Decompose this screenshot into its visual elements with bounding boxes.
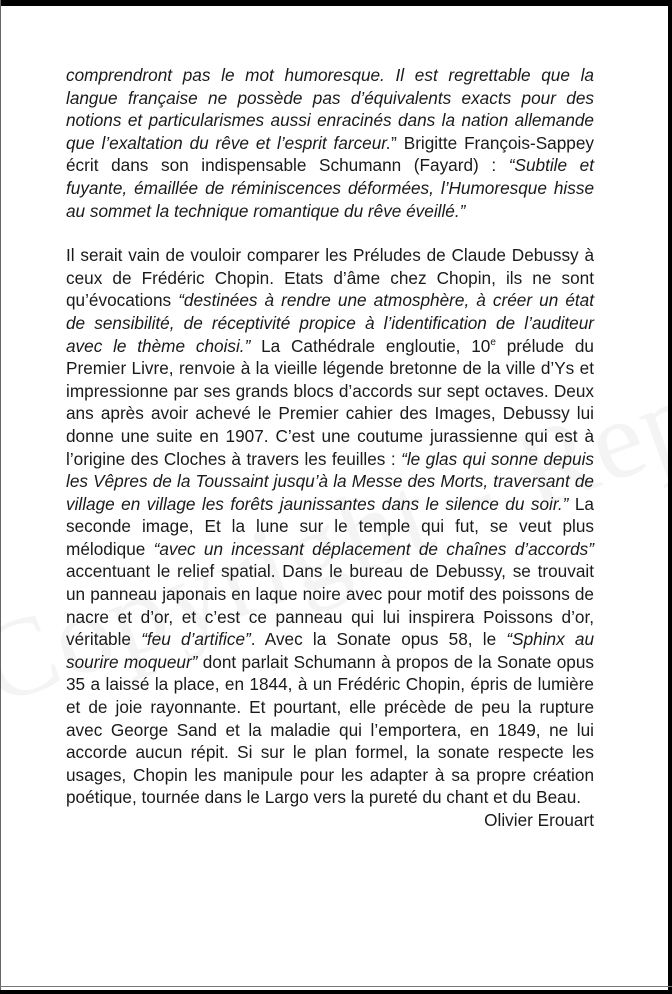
italic-quote: “avec un incessant déplacement de chaînes d’accords” [153,538,594,559]
paragraph-2 [66,244,594,809]
text-run: accentuant le relief spatial. Dans le bureau de Debussy, se trouvait un panneau japonais en laque noire avec pour motif des poissons de nacre et d’or, et c’est ce panneau qui lui inspirera Poissons d’or, véritable [66,561,594,650]
italic-quote: “le glas qui sonne depuis les Vêpres de la Toussaint jusqu’à la Messe des Morts, traversant de village en village les forêts jaunissantes dans le silence du soir.” [66,448,594,514]
text-run: ” Brigitte François-Sappey écrit dans son indispensable Schumann (Fayard) : [66,132,594,176]
italic-quote: “Sphinx au sourire moqueur” [66,629,595,672]
italic-quote: comprendront pas le mot humoresque. Il est regrettable que la langue française ne possède pas d’équivalents exacts pour des notions et particularismes aussi enracinés dans la nation allemande que l’exaltation du rêve et l’esprit farceur. [66,65,594,153]
text-run: Il serait vain de vouloir comparer les Préludes de Claude Debussy à ceux de Frédéric Chopin. Etats d’âme chez Chopin, ils ne sont qu’évocations [66,245,594,311]
scan-border-left [0,0,1,994]
paragraph-1 [66,64,594,222]
article-text [66,64,594,832]
text-run: La Cathédrale engloutie, 10 [250,335,491,356]
superscript: e [490,336,496,348]
italic-quote: “destinées à rendre une atmosphère, à créer un état de sensibilité, de réceptivité propice à l’identification de l’auditeur avec le thème choisi.” [66,290,594,356]
scan-border-bottom [0,990,672,994]
text-run: prélude du Premier Livre, renvoie à la vieille légende bretonne de la ville d’Ys et impressionne par ses grands blocs d’accords sur sept octaves. Deux ans après avoir achevé le Premier cahier des Images, Debussy lui donne une suite en 1907. C’est une coutume jurassienne qui est à l’origine des Cloches à travers les feuilles : [66,335,594,469]
scan-border-right [668,0,672,994]
author-signature: Olivier Erouart [484,810,594,830]
text-run: La seconde image, Et la lune sur le temple qui fut, se veut plus mélodique [66,493,594,559]
scan-border-bottom-line [0,986,672,987]
text-run: . Avec la Sonate opus 58, le [250,629,507,650]
scan-border-top [0,0,672,6]
italic-quote: “Subtile et fuyante, émaillée de réminiscences déformées, l’Humoresque hisse au sommet la technique romantique du rêve éveillé.” [66,155,594,221]
italic-quote: “feu d’artifice” [141,629,251,650]
text-run: dont parlait Schumann à propos de la Sonate opus 35 a laissé la place, en 1844, à un Frédéric Chopin, épris de lumière et de joie rayonnante. Et pourtant, elle précède de peu la rupture avec George Sand et la maladie qui l’emportera, en 1849, ne lui accorde aucun répit. Si sur le plan formel, la sonate respecte les usages, Chopin les manipule pour les adapter à sa propre création poétique, tournée dans le Largo vers la pureté du chant et du Beau. [66,651,594,808]
